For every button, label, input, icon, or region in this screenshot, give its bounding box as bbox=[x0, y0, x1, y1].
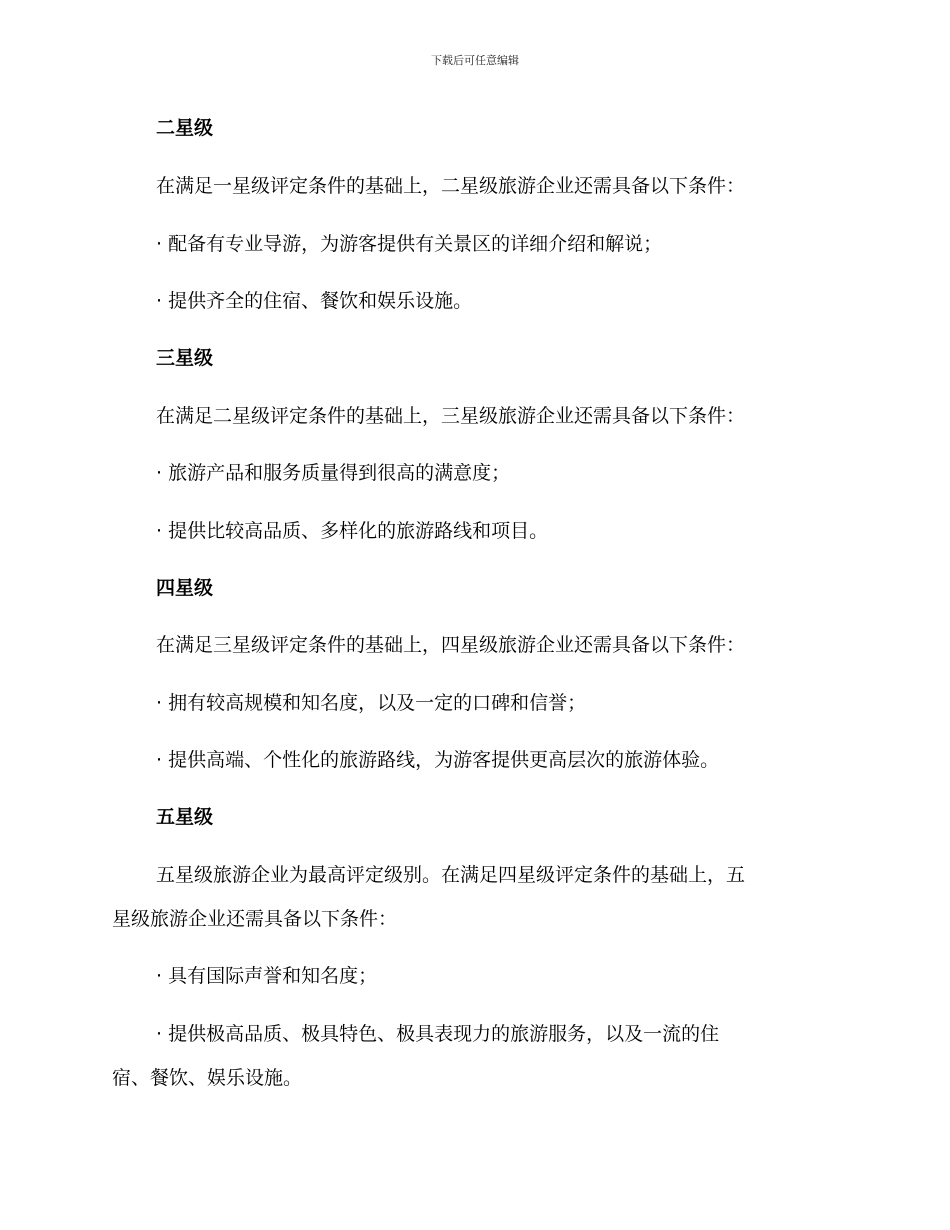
page-header: 下载后可任意编辑 bbox=[431, 54, 519, 67]
bullet-item: · 提供齐全的住宿、餐饮和娱乐设施。 bbox=[156, 290, 473, 312]
bullet-item: · 配备有专业导游，为游客提供有关景区的详细介绍和解说； bbox=[156, 233, 663, 255]
bullet-item: · 旅游产品和服务质量得到很高的满意度； bbox=[156, 462, 511, 484]
bullet-item: · 拥有较高规模和知名度，以及一定的口碑和信誉； bbox=[156, 692, 587, 714]
section-heading-three-star: 三星级 bbox=[156, 347, 214, 369]
section-heading-four-star: 四星级 bbox=[156, 577, 214, 599]
section-heading-two-star: 二星级 bbox=[156, 117, 214, 139]
bullet-item: · 提供高端、个性化的旅游路线，为游客提供更高层次的旅游体验。 bbox=[156, 749, 720, 771]
section-intro-five-star-line1: 五星级旅游企业为最高评定级别。在满足四星级评定条件的基础上，五 bbox=[156, 864, 746, 886]
section-heading-five-star: 五星级 bbox=[156, 806, 214, 828]
section-intro-five-star-line2: 星级旅游企业还需具备以下条件： bbox=[112, 908, 398, 930]
bullet-item: · 提供比较高品质、多样化的旅游路线和项目。 bbox=[156, 520, 549, 542]
bullet-item-line1: · 提供极高品质、极具特色、极具表现力的旅游服务，以及一流的住 bbox=[156, 1023, 720, 1045]
bullet-item-line2: 宿、餐饮、娱乐设施。 bbox=[112, 1067, 303, 1089]
section-intro-four-star: 在满足三星级评定条件的基础上，四星级旅游企业还需具备以下条件： bbox=[156, 634, 746, 656]
section-intro-two-star: 在满足一星级评定条件的基础上，二星级旅游企业还需具备以下条件： bbox=[156, 175, 746, 197]
section-intro-three-star: 在满足二星级评定条件的基础上，三星级旅游企业还需具备以下条件： bbox=[156, 405, 746, 427]
bullet-item: · 具有国际声誉和知名度； bbox=[156, 965, 378, 987]
